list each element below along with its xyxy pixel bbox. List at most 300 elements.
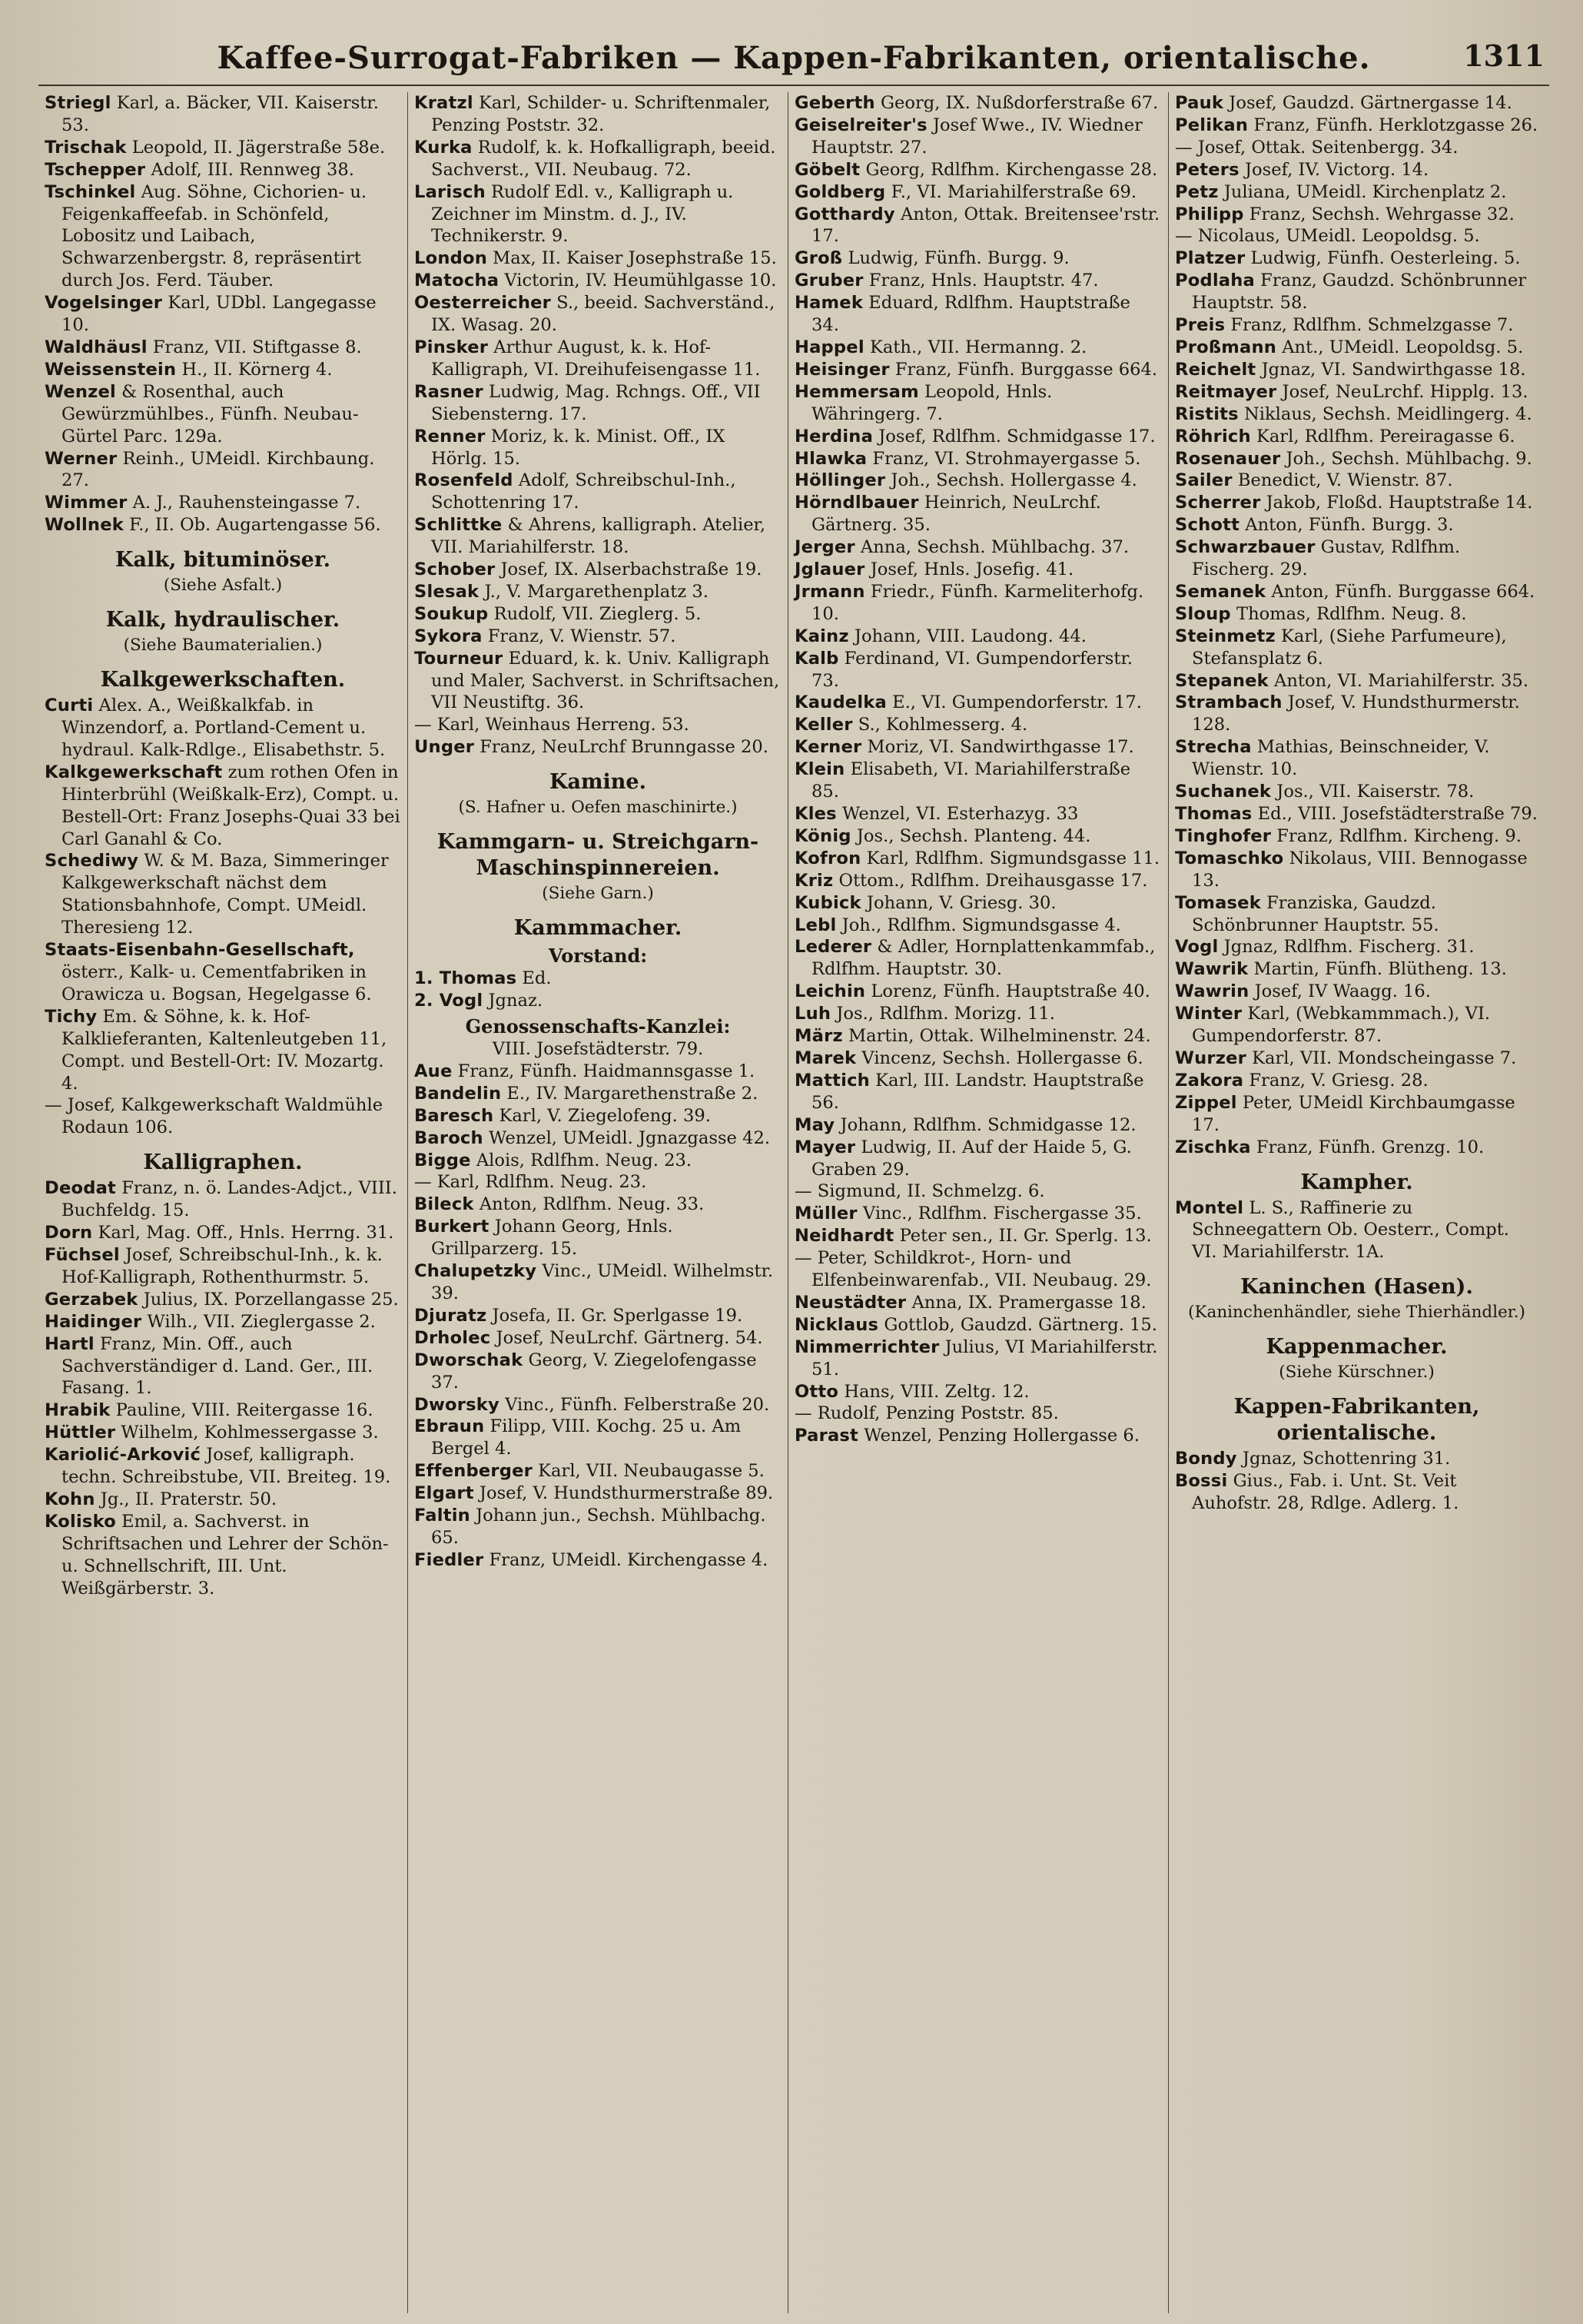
directory-entry (795, 915, 1162, 937)
entry-details: Johann, VIII. Laudong. 44. (848, 626, 1087, 646)
entry-details: Eduard, Rdlfhm. Hauptstraße 34. (811, 293, 1130, 336)
directory-entry (795, 115, 1162, 159)
entry-name: Striegl (45, 93, 111, 113)
entry-name: Bileck (414, 1194, 474, 1215)
entry-name: Pinsker (414, 337, 489, 357)
directory-entry (1175, 181, 1538, 204)
directory-entry (795, 848, 1162, 870)
directory-entry (414, 1260, 782, 1305)
entry-details: Anton, Ottak. Breitensee'rstr. 17. (811, 204, 1160, 247)
entry-details: Heinrich, NeuLrchf. Gärtnerg. 35. (811, 493, 1101, 536)
entry-name: Kohn (45, 1489, 95, 1509)
entry-name: Keller (795, 715, 853, 735)
entry-details: Karl, a. Bäcker, VII. Kaiserstr. 53. (61, 93, 379, 135)
section-note: (S. Hafner u. Oefen maschinirte.) (458, 798, 738, 818)
entry-details: Jgnaz, Schottenring 31. (1236, 1449, 1451, 1469)
entry-name: Strambach (1175, 692, 1283, 713)
directory-entry (1175, 448, 1538, 470)
entry-details: Jos., VII. Kaiserstr. 78. (1271, 782, 1475, 802)
directory-entry (795, 1203, 1162, 1225)
directory-entry (1175, 1070, 1538, 1092)
entry-details: L. S., Raffinerie zu Schneegattern Ob. Oesterr., Compt. VI. Mariahilferstr. 1A. (1192, 1197, 1509, 1263)
entry-details: Hans, VIII. Zeltg. 12. (838, 1381, 1030, 1402)
entry-name: Peters (1175, 159, 1240, 180)
directory-entry (1175, 1137, 1538, 1159)
directory-entry (1175, 381, 1538, 403)
entry-details: F., VI. Mariahilferstraße 69. (885, 181, 1137, 202)
entry-name: Lebl (795, 915, 837, 935)
directory-entry (1175, 115, 1538, 137)
entry-name: Hamek (795, 293, 864, 314)
entry-details: Anton, Fünfh. Burgg. 3. (1240, 515, 1454, 536)
entry-name: Herdina (795, 426, 874, 447)
entry-name: Geiselreiter's (795, 115, 928, 135)
entry-details: Karl, Rdlfhm. Sigmundsgasse 11. (861, 848, 1160, 868)
entry-details: Johann Georg, Hnls. Grillparzerg. 15. (431, 1217, 673, 1260)
entry-name: Wawrik (1175, 959, 1249, 980)
entry-name: Winter (1175, 1004, 1243, 1024)
directory-entry (45, 1006, 401, 1095)
entry-name: Kalkgewerkschaft (45, 762, 223, 782)
entry-details: Franz, Fünfh. Burggasse 664. (889, 359, 1158, 380)
entry-details: Leopold, Hnls. Währingerg. 7. (811, 381, 1053, 424)
directory-entry (45, 1489, 401, 1511)
entry-name: Weissenstein (45, 359, 177, 380)
entry-details: E., IV. Margarethenstraße 2. (501, 1083, 758, 1104)
directory-entry (45, 492, 401, 514)
directory-entry (414, 736, 782, 759)
entry-details: & Ahrens, kalligraph. Atelier, VII. Mariahilferstr. 18. (431, 515, 766, 558)
section-note: (Kaninchenhändler, siehe Thierhändler.) (1188, 1303, 1525, 1323)
entry-name: Burkert (414, 1217, 490, 1237)
directory-entry (1175, 314, 1538, 337)
entry-name: Deodat (45, 1178, 117, 1199)
entry-details: Martin, Ottak. Wilhelminenstr. 24. (842, 1026, 1151, 1047)
directory-entry (795, 470, 1162, 492)
entry-details: Ludwig, Fünfh. Burgg. 9. (842, 248, 1070, 269)
section-note: (Siehe Baumaterialien.) (123, 636, 323, 656)
directory-entry (795, 1403, 1162, 1425)
entry-name: Hrabik (45, 1400, 111, 1421)
section-note: (Siehe Garn.) (542, 884, 654, 904)
entry-details: Leopold, II. Jägerstraße 58e. (126, 137, 386, 158)
entry-name: Otto (795, 1381, 839, 1402)
directory-entry (414, 626, 782, 648)
directory-entry (414, 181, 782, 248)
directory-entry (795, 1292, 1162, 1314)
entry-name: Oesterreicher (414, 293, 551, 314)
section-heading: Kaninchen (Hasen). (1240, 1275, 1473, 1300)
entry-details: Franz, VII. Stiftgasse 8. (147, 337, 362, 357)
entry-name: Mattich (795, 1070, 870, 1091)
entry-details: F., II. Ob. Augartengasse 56. (123, 515, 381, 536)
column-4 (1168, 92, 1545, 2313)
directory-entry (45, 1422, 401, 1444)
entry-details: Karl, Rdlfhm. Pereiragasse 6. (1250, 426, 1515, 447)
directory-entry (1175, 781, 1538, 803)
entry-name: Kerner (795, 737, 862, 758)
directory-entry (1175, 958, 1538, 981)
directory-entry (795, 714, 1162, 736)
directory-entry (45, 181, 401, 293)
section-heading: Kalkgewerkschaften. (100, 668, 346, 692)
directory-entry (414, 270, 782, 292)
entry-details: Gustav, Rdlfhm. Fischerg. 29. (1192, 537, 1461, 580)
entry-details: Josef, Gaudzd. Gärtnergasse 14. (1223, 93, 1512, 113)
section-heading: Kalk, hydraulischer. (105, 608, 340, 632)
entry-details: Georg, IX. Nußdorferstraße 67. (874, 93, 1159, 113)
entry-details: Ed., VIII. Josefstädterstraße 79. (1252, 804, 1538, 824)
entry-details: Max, II. Kaiser Josephstraße 15. (486, 248, 777, 269)
entry-name: Waldhäusl (45, 337, 148, 357)
entry-details: Gottlob, Gaudzd. Gärtnerg. 15. (878, 1314, 1157, 1335)
directory-entry (414, 1350, 782, 1394)
entry-name: Hüttler (45, 1423, 116, 1443)
directory-entry (1175, 514, 1538, 536)
entry-details: — Sigmund, II. Schmelzg. 6. (795, 1181, 1045, 1202)
entry-details: Anton, Rdlfhm. Neug. 33. (473, 1194, 705, 1215)
entry-details: Jakob, Floßd. Hauptstraße 14. (1260, 493, 1533, 513)
entry-details: Wenzel, Penzing Hollergasse 6. (858, 1426, 1140, 1446)
directory-entry (795, 381, 1162, 426)
entry-name: König (795, 825, 851, 846)
directory-entry (414, 1416, 782, 1460)
entry-details: Josef, Schreibschul-Inh., k. k. Hof-Kalligraph, Rothenthurmstr. 5. (61, 1244, 383, 1287)
directory-entry (795, 1114, 1162, 1137)
entry-name: Baroch (414, 1127, 483, 1148)
entry-name: Lederer (795, 937, 872, 958)
entry-name: Suchanek (1175, 782, 1272, 802)
directory-entry (795, 1336, 1162, 1381)
entry-name: Zippel (1175, 1092, 1237, 1113)
directory-entry (414, 1505, 782, 1549)
entry-details: Mathias, Beinschneider, V. Wienstr. 10. (1192, 737, 1490, 780)
column-3 (788, 92, 1168, 2313)
directory-entry (414, 137, 782, 181)
directory-entry (795, 337, 1162, 359)
entry-name: Tourneur (414, 648, 503, 669)
entry-name: Geberth (795, 93, 875, 113)
entry-name: Luh (795, 1004, 831, 1024)
entry-name: Nimmerrichter (795, 1336, 940, 1357)
entry-name: Groß (795, 248, 843, 269)
entry-details: Anton, VI. Mariahilferstr. 35. (1268, 670, 1529, 691)
entry-name: Elgart (414, 1483, 474, 1504)
entry-name: Schober (414, 559, 496, 580)
directory-entry (795, 536, 1162, 559)
entry-details: Franz, Fünfh. Herklotzgasse 26. (1248, 115, 1538, 135)
entry-details: & Rosenthal, auch Gewürzmühlbes., Fünfh. Neubau-Gürtel Parc. 129a. (61, 381, 359, 447)
entry-name: Stepanek (1175, 670, 1269, 691)
entry-details: Johann, Rdlfhm. Schmidgasse 12. (835, 1114, 1137, 1135)
directory-entry (795, 581, 1162, 626)
entry-details: Juliana, UMeidl. Kirchenplatz 2. (1218, 181, 1507, 202)
directory-entry (414, 581, 782, 603)
entry-details: Karl, Mag. Off., Hnls. Herrng. 31. (92, 1223, 394, 1243)
entry-details: Rudolf, k. k. Hofkalligraph, beeid. Sachverst., VII. Neubaug. 72. (431, 137, 776, 180)
entry-details: Alex. A., Weißkalkfab. in Winzendorf, a. Portland-Cement u. hydraul. Kalk-Rdlge., Elisabethstr. 5. (61, 696, 386, 760)
directory-entry (1175, 1470, 1538, 1515)
entry-name: Pelikan (1175, 115, 1249, 135)
directory-entry (45, 695, 401, 762)
entry-name: Rosenfeld (414, 470, 513, 491)
entry-name: Schlittke (414, 515, 503, 536)
entry-details: Karl, (Webkammmach.), VI. Gumpendorferstr. 87. (1192, 1004, 1491, 1047)
directory-entry (795, 1070, 1162, 1114)
entry-details: Friedr., Fünfh. Karmeliterhofg. 10. (811, 581, 1144, 624)
entry-details: Josef, IV Waagg. 16. (1249, 981, 1431, 1002)
entry-name: Kurka (414, 137, 473, 158)
entry-name: Trischak (45, 137, 127, 158)
entry-details: Franziska, Gaudzd. Schönbrunner Hauptstr. 55. (1192, 892, 1439, 935)
directory-entry (45, 1222, 401, 1244)
section-heading: Kampher. (1300, 1170, 1413, 1194)
entry-details: Elisabeth, VI. Mariahilferstraße 85. (811, 759, 1131, 802)
section-note: (Siehe Asfalt.) (163, 576, 283, 596)
entry-name: Proßmann (1175, 337, 1277, 357)
entry-details: Karl, VII. Neubaugasse 5. (532, 1461, 765, 1482)
directory-entry (795, 247, 1162, 270)
entry-name: Röhrich (1175, 426, 1251, 447)
entry-name: Mayer (795, 1137, 856, 1157)
address-line: VIII. Josefstädterstr. 79. (492, 1039, 704, 1059)
entry-name: Curti (45, 696, 94, 716)
entry-name: Bandelin (414, 1083, 502, 1104)
entry-details: W. & M. Baza, Simmeringer Kalkgewerkschaft nächst dem Stationsbahnhofe, Compt. UMeidl. Theresieng 12. (61, 851, 389, 938)
entry-details: Martin, Fünfh. Blütheng. 13. (1248, 959, 1507, 980)
entry-name: Happel (795, 337, 865, 357)
entry-details: Wilhelm, Kohlmessergasse 3. (115, 1423, 379, 1443)
entry-name: Larisch (414, 181, 486, 202)
entry-details: Josef, NeuLrchf. Hipplg. 13. (1276, 381, 1528, 402)
entry-details: Franz, VI. Strohmayergasse 5. (867, 448, 1141, 469)
entry-name: Hemmersam (795, 381, 919, 402)
entry-name: Heisinger (795, 359, 890, 380)
entry-details: & Adler, Hornplattenkammfab., Rdlfhm. Hauptstr. 30. (811, 937, 1156, 980)
directory-entry (45, 137, 401, 159)
directory-entry (414, 1305, 782, 1327)
entry-details: Gius., Fab. i. Unt. St. Veit Auhofstr. 28, Rdlge. Adlerg. 1. (1192, 1471, 1459, 1514)
entry-name: Preis (1175, 315, 1226, 336)
entry-details: Nikolaus, VIII. Bennogasse 13. (1192, 848, 1528, 891)
entry-details: Anna, Sechsh. Mühlbachg. 37. (855, 537, 1130, 558)
directory-entry (45, 1177, 401, 1222)
entry-details: zum rothen Ofen in Hinterbrühl (Weißkalk-Erz), Compt. u. Bestell-Ort: Franz Josephs-Quai 33 bei Carl Ganahl & Co. (61, 762, 400, 849)
entry-name: Kofron (795, 848, 861, 868)
entry-name: Zischka (1175, 1137, 1251, 1157)
entry-details: Vinc., Rdlfhm. Fischergasse 35. (857, 1204, 1142, 1224)
directory-entry (1175, 892, 1538, 937)
entry-name: Kainz (795, 626, 849, 646)
directory-entry (795, 1425, 1162, 1447)
entry-details: Karl, Schilder- u. Schriftenmaler, Penzing Poststr. 32. (431, 93, 771, 135)
entry-name: Marek (795, 1047, 857, 1068)
entry-details: Ludwig, Mag. Rchngs. Off., VII Siebensterng. 17. (431, 381, 761, 424)
entry-details: Georg, Rdlfhm. Kirchengasse 28. (860, 159, 1158, 180)
entry-name: Göbelt (795, 159, 861, 180)
directory-entry (45, 1311, 401, 1333)
entry-name: Goldberg (795, 181, 886, 202)
section-heading: Kammmacher. (513, 916, 682, 941)
directory-entry (1175, 270, 1538, 314)
columns (38, 92, 1549, 2313)
entry-name: Drholec (414, 1327, 491, 1348)
entry-details: Ant., UMeidl. Leopoldsg. 5. (1276, 337, 1524, 357)
directory-entry (795, 648, 1162, 692)
entry-name: Tomaschko (1175, 848, 1284, 868)
entry-name: Bossi (1175, 1471, 1228, 1492)
entry-details: Alois, Rdlfhm. Neug. 23. (470, 1150, 692, 1170)
entry-name: Renner (414, 426, 486, 447)
entry-details: Em. & Söhne, k. k. Hof-Kalklieferanten, Kaltenleutgeben 11, Compt. und Bestell-Ort: IV. Mozartg. 4. (61, 1006, 387, 1094)
entry-details: Johann, V. Griesg. 30. (861, 892, 1057, 913)
entry-name: Pauk (1175, 93, 1224, 113)
entry-name: Jerger (795, 537, 855, 558)
entry-details: — Rudolf, Penzing Poststr. 85. (795, 1403, 1059, 1424)
directory-entry (414, 1083, 782, 1105)
section-heading: Kalligraphen. (143, 1150, 303, 1175)
directory-entry (795, 181, 1162, 204)
directory-entry (45, 359, 401, 381)
entry-details: Franz, Rdlfhm. Kircheng. 9. (1271, 825, 1522, 846)
entry-details: Franz, Gaudzd. Schönbrunner Hauptstr. 58. (1192, 271, 1527, 314)
directory-entry (1175, 470, 1538, 492)
directory-entry (414, 92, 782, 137)
entry-name: Schott (1175, 515, 1240, 536)
directory-entry (414, 968, 782, 990)
entry-name: Wurzer (1175, 1047, 1246, 1068)
directory-entry (414, 292, 782, 337)
section-heading: Kammgarn- u. Streichgarn-Maschinspinnereien. (436, 830, 759, 881)
entry-details: Josef Wwe., IV. Wiedner Hauptstr. 27. (811, 115, 1143, 158)
entry-name: Staats-Eisenbahn-Gesellschaft, (45, 940, 355, 961)
directory-entry (45, 1399, 401, 1422)
entry-name: Reitmayer (1175, 381, 1277, 402)
entry-name: Scherrer (1175, 493, 1261, 513)
directory-entry (1175, 603, 1538, 626)
entry-name: Matocha (414, 271, 499, 291)
directory-entry (45, 92, 401, 137)
directory-entry (414, 1482, 782, 1505)
entry-details: Peter, UMeidl Kirchbaumgasse 17. (1192, 1092, 1515, 1135)
directory-entry (1175, 981, 1538, 1003)
entry-name: 1. Thomas (414, 968, 517, 989)
directory-entry (795, 870, 1162, 892)
entry-details: Rudolf, VII. Zieglerg. 5. (488, 603, 702, 624)
directory-entry (795, 936, 1162, 981)
directory-entry (1175, 225, 1538, 247)
directory-entry (1175, 403, 1538, 426)
directory-entry (795, 492, 1162, 536)
directory-entry (1175, 337, 1538, 359)
running-head: Kaffee-Surrogat-Fabriken — Kappen-Fabrikanten, orientalische. (217, 40, 1371, 76)
directory-entry (45, 1333, 401, 1400)
directory-entry (1175, 1448, 1538, 1470)
entry-name: Müller (795, 1204, 858, 1224)
directory-entry (414, 470, 782, 514)
directory-entry (1175, 492, 1538, 514)
entry-name: Wollnek (45, 515, 124, 536)
entry-details: Lorenz, Fünfh. Hauptstraße 40. (865, 981, 1150, 1002)
entry-details: Emil, a. Sachverst. in Schriftsachen und Lehrer der Schön- u. Schnellschrift, III. Unt. Weißgärberstr. 3. (61, 1511, 389, 1599)
entry-details: Wilh., VII. Zieglergasse 2. (141, 1311, 376, 1332)
entry-name: Unger (414, 737, 475, 758)
entry-details: Wenzel, VI. Esterhazyg. 33 (836, 804, 1079, 824)
entry-details: Aug. Söhne, Cichorien- u. Feigenkaffeefab. in Schönfeld, Lobositz und Laibach, Schwarzenbergstr. 8, repräsentirt durch Jos. Ferd. Täuber. (61, 181, 367, 291)
directory-entry (1175, 1047, 1538, 1070)
entry-details: Kath., VII. Hermanng. 2. (864, 337, 1087, 357)
entry-name: Philipp (1175, 204, 1244, 224)
entry-details: Joh., Sechsh. Hollergasse 4. (885, 470, 1137, 491)
entry-name: London (414, 248, 487, 269)
entry-name: Werner (45, 448, 118, 469)
directory-entry (1175, 426, 1538, 448)
entry-name: Nicklaus (795, 1314, 879, 1335)
entry-name: Petz (1175, 181, 1219, 202)
directory-entry (1175, 359, 1538, 381)
entry-name: Neidhardt (795, 1226, 894, 1247)
entry-details: Julius, VI Mariahilferstr. 51. (811, 1336, 1158, 1379)
entry-name: Semanek (1175, 581, 1266, 602)
directory-entry (414, 426, 782, 470)
entry-name: Leichin (795, 981, 866, 1002)
entry-details: — Karl, Rdlfhm. Neug. 23. (414, 1172, 647, 1193)
entry-name: Soukup (414, 603, 489, 624)
entry-details: Karl, (Siehe Parfumeure), Stefansplatz 6. (1192, 626, 1507, 669)
directory-entry (414, 1549, 782, 1572)
entry-details: Josefa, II. Gr. Sperlgasse 19. (486, 1305, 743, 1326)
directory-entry (45, 1244, 401, 1289)
entry-name: Kariolić-Arković (45, 1445, 201, 1466)
directory-entry (795, 803, 1162, 825)
entry-name: Füchsel (45, 1244, 120, 1265)
entry-name: Haidinger (45, 1311, 142, 1332)
entry-name: März (795, 1026, 843, 1047)
directory-entry (414, 1105, 782, 1127)
entry-details: Wenzel, UMeidl. Jgnazgasse 42. (483, 1127, 771, 1148)
entry-details: — Karl, Weinhaus Herreng. 53. (414, 715, 689, 735)
directory-entry (795, 1381, 1162, 1403)
directory-entry (414, 648, 782, 715)
entry-name: Montel (1175, 1197, 1244, 1218)
entry-details: — Nicolaus, UMeidl. Leopoldsg. 5. (1175, 226, 1480, 247)
entry-name: Zakora (1175, 1070, 1244, 1091)
entry-name: Tschinkel (45, 181, 136, 202)
section-heading: Kalk, bituminöser. (115, 548, 330, 573)
entry-details: Ludwig, II. Auf der Haide 5, G. Graben 29. (811, 1137, 1132, 1180)
entry-details: Jos., Rdlfhm. Morizg. 11. (831, 1004, 1055, 1024)
directory-entry (414, 514, 782, 559)
directory-entry (414, 714, 782, 736)
directory-entry (795, 825, 1162, 848)
entry-details: Jgnaz. (483, 991, 543, 1011)
entry-name: Ebraun (414, 1416, 485, 1437)
directory-entry (414, 381, 782, 426)
entry-details: Jgnaz, Rdlfhm. Fischerg. 31. (1218, 937, 1475, 958)
directory-entry (414, 1460, 782, 1482)
directory-entry (1175, 626, 1538, 670)
entry-name: Hartl (45, 1333, 95, 1354)
entry-name: Thomas (1175, 804, 1253, 824)
entry-name: Reichelt (1175, 359, 1256, 380)
entry-details: Ottom., Rdlfhm. Dreihausgasse 17. (833, 870, 1148, 891)
entry-details: Josef, IX. Alserbachstraße 19. (495, 559, 762, 580)
directory-entry (795, 692, 1162, 714)
entry-name: Chalupetzky (414, 1261, 537, 1282)
entry-details: E., VI. Gumpendorferstr. 17. (886, 692, 1142, 713)
directory-entry (45, 292, 401, 337)
directory-entry (795, 1225, 1162, 1247)
